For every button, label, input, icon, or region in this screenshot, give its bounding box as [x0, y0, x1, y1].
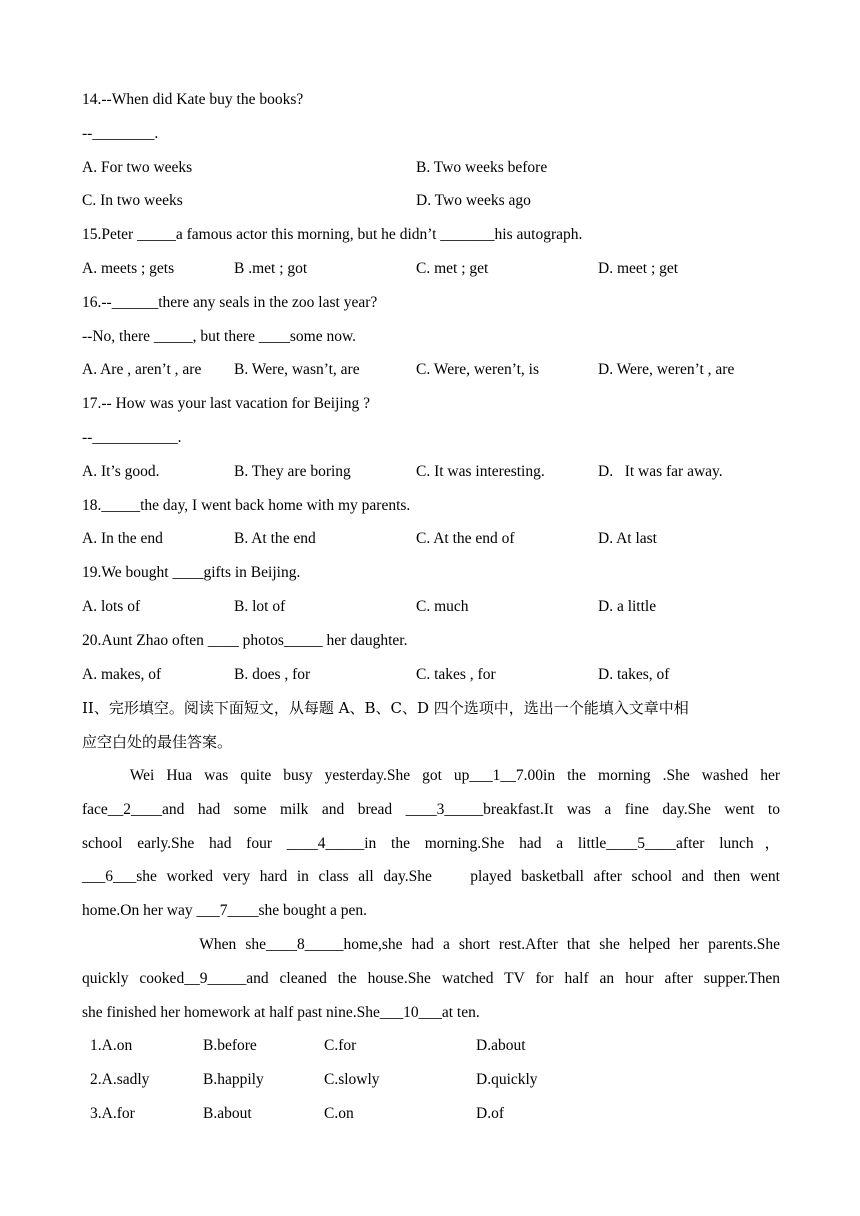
question-text: --No, there _____, but there ____some now.	[82, 327, 357, 345]
passage-line: When she____8_____home,she had a short rest.After that she helped her parents.She	[82, 935, 780, 953]
option-d: D. It was far away.	[598, 462, 723, 480]
question-text: 18._____the day, I went back home with my parents.	[82, 496, 411, 514]
question-17-answer-blank	[82, 424, 780, 458]
option-c: C. In two weeks	[82, 192, 183, 210]
question-16-options	[82, 356, 780, 390]
choice-b: B.happily	[203, 1071, 264, 1089]
option-c: C. At the end of	[416, 530, 515, 548]
question-19-options	[82, 593, 780, 627]
option-d: D. takes, of	[598, 665, 670, 683]
passage-line: home.On her way ___7____she bought a pen.	[82, 902, 367, 920]
choice-a: 1.A.on	[90, 1037, 133, 1055]
choice-c: C.for	[324, 1037, 357, 1055]
section-heading: II、完形填空。阅读下面短文，从每题 A、B、C、D 四个选项中，选出一个能填入文章中相	[82, 699, 689, 718]
choice-b: B.about	[203, 1104, 252, 1122]
option-b: B .met ; got	[234, 259, 308, 277]
choice-d: D.about	[476, 1037, 526, 1055]
section-2-heading-line-1	[82, 694, 780, 728]
question-16-response	[82, 323, 780, 357]
passage-line: ___6___she worked very hard in class all day.She played basketball after school and then went	[82, 868, 780, 886]
option-a: A. It’s good.	[82, 462, 160, 480]
passage-line: Wei Hua was quite busy yesterday.She got up___1__7.00in the morning .She washed her	[82, 766, 780, 784]
question-14-stem	[82, 86, 780, 120]
question-text: 16.--______there any seals in the zoo last year?	[82, 293, 378, 311]
question-20-options	[82, 661, 780, 695]
option-c: C. much	[416, 597, 469, 615]
question-text: 20.Aunt Zhao often ____ photos_____ her daughter.	[82, 631, 408, 649]
option-b: B. Two weeks before	[416, 158, 548, 176]
passage-line: face__2____and had some milk and bread ____3_____breakfast.It was a fine day.She went to	[82, 800, 780, 818]
option-c: C. met ; get	[416, 259, 489, 277]
passage-line: quickly cooked__9_____and cleaned the house.She watched TV for half an hour after supper.Then	[82, 969, 780, 987]
option-a: A. meets ; gets	[82, 259, 175, 277]
question-14-options-row-2	[82, 187, 780, 221]
question-text: 19.We bought ____gifts in Beijing.	[82, 564, 301, 582]
option-d: D. meet ; get	[598, 259, 679, 277]
question-14-answer-blank	[82, 120, 780, 154]
section-2-heading-line-2	[82, 728, 780, 762]
question-14-options-row-1	[82, 154, 780, 188]
question-text: 15.Peter _____a famous actor this morning, but he didn’t _______his autograph.	[82, 226, 583, 244]
question-15-stem	[82, 221, 780, 255]
question-17-stem	[82, 390, 780, 424]
question-20-stem	[82, 627, 780, 661]
passage-line: school early.She had four ____4_____in the morning.She had a little____5____after lunch，	[82, 834, 780, 852]
question-16-stem	[82, 289, 780, 323]
passage-paragraph-2	[82, 931, 780, 1032]
cloze-choices-3	[82, 1100, 780, 1134]
option-d: D. Two weeks ago	[416, 192, 531, 210]
option-c: C. Were, weren’t, is	[416, 361, 540, 379]
question-19-stem	[82, 559, 780, 593]
choice-d: D.quickly	[476, 1071, 538, 1089]
option-c: C. takes , for	[416, 665, 496, 683]
option-b: B. At the end	[234, 530, 316, 548]
option-a: A. For two weeks	[82, 158, 193, 176]
option-b: B. does , for	[234, 665, 311, 683]
option-b: B. Were, wasn’t, are	[234, 361, 360, 379]
option-a: A. lots of	[82, 597, 141, 615]
option-d: D. a little	[598, 597, 657, 615]
question-15-options	[82, 255, 780, 289]
choice-d: D.of	[476, 1104, 504, 1122]
passage-paragraph-1	[82, 762, 780, 931]
question-text: 17.-- How was your last vacation for Beijing ?	[82, 395, 370, 413]
choice-b: B.before	[203, 1037, 257, 1055]
option-a: A. In the end	[82, 530, 163, 548]
question-text: 14.--When did Kate buy the books?	[82, 91, 304, 108]
question-18-options	[82, 525, 780, 559]
question-17-options	[82, 458, 780, 492]
cloze-choices-1	[82, 1032, 780, 1066]
answer-blank: --________.	[82, 124, 159, 142]
option-a: A. Are , aren’t , are	[82, 361, 202, 379]
choice-a: 2.A.sadly	[90, 1071, 150, 1089]
answer-blank: --___________.	[82, 428, 182, 446]
option-a: A. makes, of	[82, 665, 162, 683]
option-b: B. They are boring	[234, 462, 351, 480]
document-page	[82, 86, 780, 1134]
option-c: C. It was interesting.	[416, 462, 545, 480]
choice-a: 3.A.for	[90, 1104, 135, 1122]
question-18-stem	[82, 492, 780, 526]
choice-c: C.slowly	[324, 1071, 380, 1089]
option-d: D. Were, weren’t , are	[598, 361, 735, 379]
option-b: B. lot of	[234, 597, 286, 615]
passage-line: she finished her homework at half past nine.She___10___at ten.	[82, 1003, 480, 1021]
section-heading: 应空白处的最佳答案。	[82, 733, 233, 752]
option-d: D. At last	[598, 530, 657, 548]
cloze-choices-2	[82, 1066, 780, 1100]
choice-c: C.on	[324, 1104, 354, 1122]
